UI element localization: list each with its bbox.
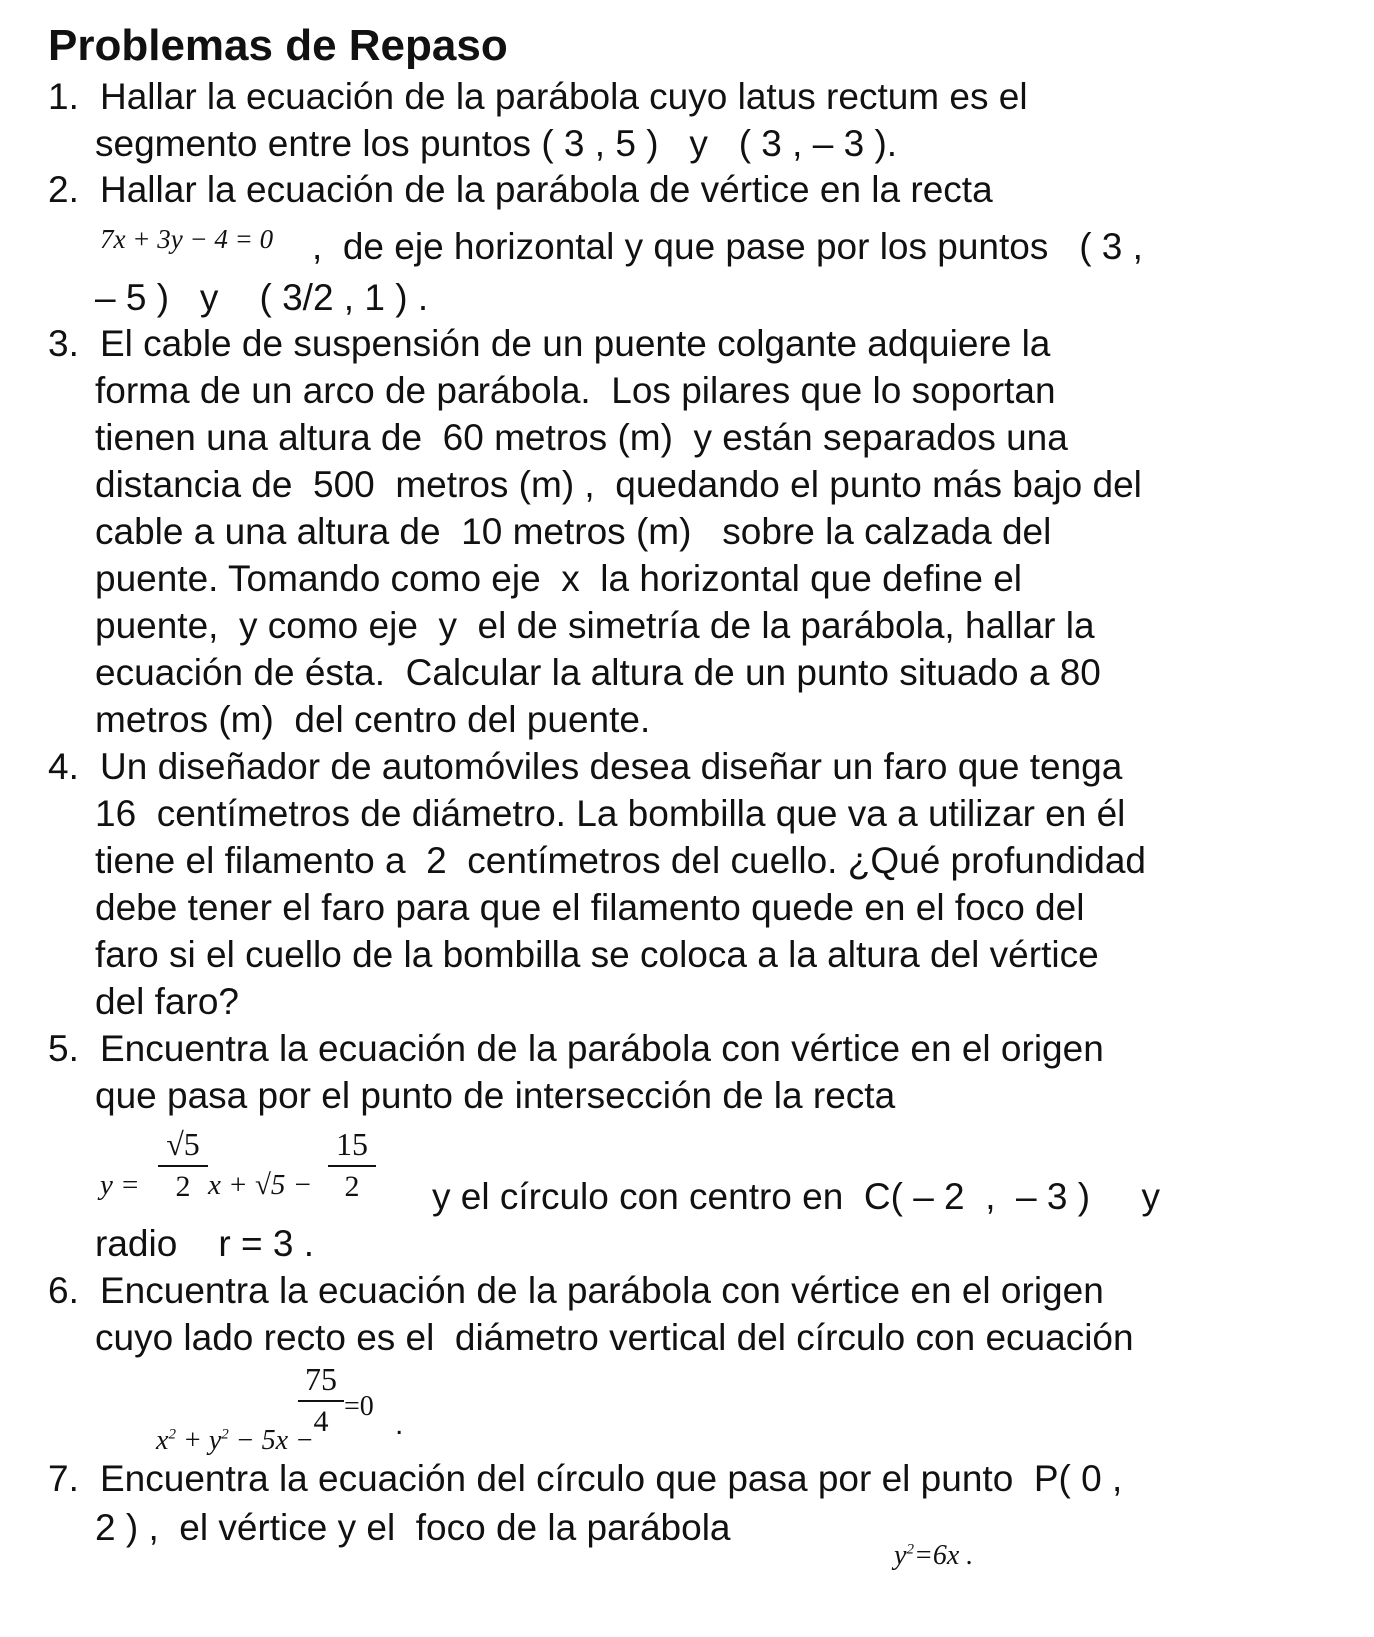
problem-number: 3. <box>48 323 79 364</box>
equation-rhs: =0 <box>344 1391 374 1422</box>
problem-text-line: , de eje horizontal y que pase por los puntos ( 3 , <box>312 226 1143 267</box>
fraction-sqrt5-over-2 <box>158 1125 208 1205</box>
equation-term-y: + y <box>175 1425 222 1456</box>
problem-number: 5. <box>48 1028 79 1069</box>
problem-number: 7. <box>48 1458 79 1499</box>
equation-term-x: x <box>156 1425 169 1456</box>
problem-text-line: Hallar la ecuación de la parábola de vértice en la recta <box>100 169 993 210</box>
problem-text-line: – 5 ) y ( 3/2 , 1 ) . <box>95 277 429 318</box>
problem-number: 6. <box>48 1270 79 1311</box>
problem-text-line: 2 ) , el vértice y el foco de la parábola <box>95 1507 731 1548</box>
equation-period: . <box>395 1408 404 1441</box>
problem-text-line: forma de un arco de parábola. Los pilares que lo soportan <box>95 370 1056 411</box>
problem-number: 2. <box>48 169 79 210</box>
problem-text-line: El cable de suspensión de un puente colgante adquiere la <box>100 323 1051 364</box>
fraction-numerator: 75 <box>305 1361 337 1397</box>
problem-text-line: que pasa por el punto de intersección de la recta <box>95 1075 896 1116</box>
fraction-bar <box>328 1165 376 1167</box>
problem-text-line: ecuación de ésta. Calcular la altura de un punto situado a 80 <box>95 652 1101 693</box>
fraction-denominator: 2 <box>344 1170 360 1203</box>
problem-text-line: Un diseñador de automóviles desea diseñar un faro que tenga <box>100 746 1123 787</box>
exponent: 2 <box>906 1541 914 1558</box>
line-equation: 7x + 3y − 4 = 0 <box>100 224 274 254</box>
problem-text-line: metros (m) del centro del puente. <box>95 699 651 740</box>
problem-text-line: faro si el cuello de la bombilla se coloca a la altura del vértice <box>95 934 1099 975</box>
fraction-denominator: 2 <box>175 1170 191 1203</box>
problem-text-line: puente, y como eje y el de simetría de la parábola, hallar la <box>95 605 1095 646</box>
problem-text-line: segmento entre los puntos ( 3 , 5 ) y ( 3 , – 3 ). <box>95 123 898 164</box>
problem-text-line: tienen una altura de 60 metros (m) y están separados una <box>95 417 1068 458</box>
problem-text-line: cable a una altura de 10 metros (m) sobre la calzada del <box>95 511 1052 552</box>
problem-text-line: debe tener el faro para que el filamento quede en el foco del <box>95 887 1085 928</box>
equation-middle: x + √5 − <box>208 1169 313 1201</box>
problem-text-line: Encuentra la ecuación de la parábola con vértice en el origen <box>100 1028 1104 1069</box>
equation-term-y: y <box>894 1540 907 1571</box>
problem-text-line: tiene el filamento a 2 centímetros del cuello. ¿Qué profundidad <box>95 840 1146 881</box>
problem-text-line: del faro? <box>95 981 239 1022</box>
problem-text-line: Hallar la ecuación de la parábola cuyo latus rectum es el <box>100 76 1028 117</box>
problem-text-line: cuyo lado recto es el diámetro vertical del círculo con ecuación <box>95 1317 1134 1358</box>
fraction-bar <box>298 1400 344 1402</box>
exponent: 2 <box>221 1426 229 1443</box>
exponent: 2 <box>168 1426 176 1443</box>
problem-number: 1. <box>48 76 79 117</box>
fraction-75-over-4 <box>298 1360 344 1440</box>
fraction-numerator: √5 <box>166 1126 200 1162</box>
problem-text-line: Encuentra la ecuación de la parábola con vértice en el origen <box>100 1270 1104 1311</box>
problem-text-line: puente. Tomando como eje x la horizontal que define el <box>95 558 1022 599</box>
fraction-denominator: 4 <box>313 1405 329 1438</box>
parabola-equation <box>852 1505 973 1607</box>
problem-text-line: 16 centímetros de diámetro. La bombilla que va a utilizar en él <box>95 793 1126 834</box>
equation-rhs: =6x . <box>913 1540 974 1571</box>
fraction-numerator: 15 <box>336 1126 368 1162</box>
problem-text-line: y el círculo con centro en C( – 2 , – 3 ) y <box>432 1176 1160 1217</box>
problem-number: 4. <box>48 746 79 787</box>
problem-text-line: Encuentra la ecuación del círculo que pasa por el punto P( 0 , <box>100 1458 1123 1499</box>
equation-term-middle: − 5x − <box>228 1425 314 1456</box>
problem-text-line: radio r = 3 . <box>95 1223 315 1264</box>
problem-text-line: distancia de 500 metros (m) , quedando el punto más bajo del <box>95 464 1142 505</box>
page-title: Problemas de Repaso <box>48 21 508 70</box>
fraction-bar <box>158 1165 208 1167</box>
fraction-15-over-2 <box>328 1125 376 1205</box>
equation-lhs: y = <box>100 1169 140 1201</box>
